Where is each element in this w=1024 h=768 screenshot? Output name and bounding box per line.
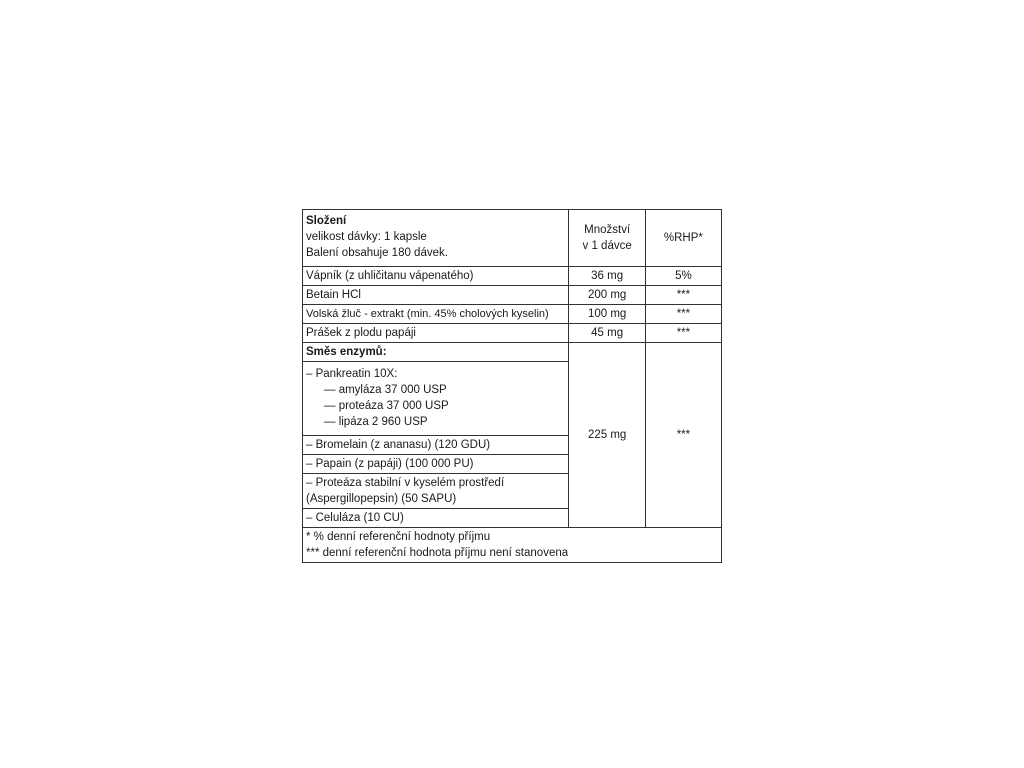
amylase-item: — amyláza 37 000 USP <box>324 384 447 396</box>
table-header-row <box>303 210 722 267</box>
enzyme-blend-amount: 225 mg <box>569 343 645 528</box>
cellulase-item: – Celuláza (10 CU) <box>303 509 569 528</box>
protease-item: — proteáza 37 000 USP <box>324 400 449 412</box>
footnote-row <box>303 528 722 563</box>
footnote-rhp: * % denní referenční hodnoty příjmu <box>306 531 491 543</box>
ingredient-name: Volská žluč - extrakt (min. 45% cholových kyselin) <box>303 305 569 324</box>
ingredient-name: Betain HCl <box>303 286 569 305</box>
ingredient-rhp: *** <box>645 286 721 305</box>
enzyme-title-row <box>303 343 722 362</box>
footnote-not-established: *** denní referenční hodnota příjmu není stanovena <box>306 547 569 559</box>
enzyme-blend-title: Směs enzymů: <box>303 343 569 362</box>
table-row <box>303 267 722 286</box>
composition-title: Složení <box>306 215 347 227</box>
ingredient-amount: 200 mg <box>569 286 645 305</box>
pankreatin-cell <box>303 362 569 436</box>
ingredient-rhp: *** <box>645 324 721 343</box>
acid-protease-line1: – Proteáza stabilní v kyselém prostředí <box>306 477 505 489</box>
amount-header-line2: v 1 dávce <box>582 240 632 252</box>
amount-header-line1: Množství <box>584 224 631 236</box>
enzyme-blend-rhp: *** <box>645 343 721 528</box>
bromelain-item: – Bromelain (z ananasu) (120 GDU) <box>303 436 569 455</box>
ingredient-rhp: *** <box>645 305 721 324</box>
ingredient-amount: 45 mg <box>569 324 645 343</box>
ingredient-name: Vápník (z uhličitanu vápenatého) <box>303 267 569 286</box>
serving-size: velikost dávky: 1 kapsle <box>306 231 427 243</box>
header-cell-rhp: %RHP* <box>645 210 721 267</box>
header-cell-amount <box>569 210 645 267</box>
acid-protease-cell <box>303 474 569 509</box>
composition-table <box>302 209 722 563</box>
ingredient-amount: 36 mg <box>569 267 645 286</box>
acid-protease-line2: (Aspergillopepsin) (50 SAPU) <box>306 493 457 505</box>
footnote-cell <box>303 528 722 563</box>
lipase-item: — lipáza 2 960 USP <box>324 416 428 428</box>
header-cell-composition <box>303 210 569 267</box>
ingredient-amount: 100 mg <box>569 305 645 324</box>
pankreatin-label: – Pankreatin 10X: <box>306 368 398 380</box>
table-row <box>303 286 722 305</box>
package-count: Balení obsahuje 180 dávek. <box>306 247 448 259</box>
ingredient-name: Prášek z plodu papáji <box>303 324 569 343</box>
table-row <box>303 324 722 343</box>
papain-item: – Papain (z papáji) (100 000 PU) <box>303 455 569 474</box>
ingredient-rhp: 5% <box>645 267 721 286</box>
table-row <box>303 305 722 324</box>
